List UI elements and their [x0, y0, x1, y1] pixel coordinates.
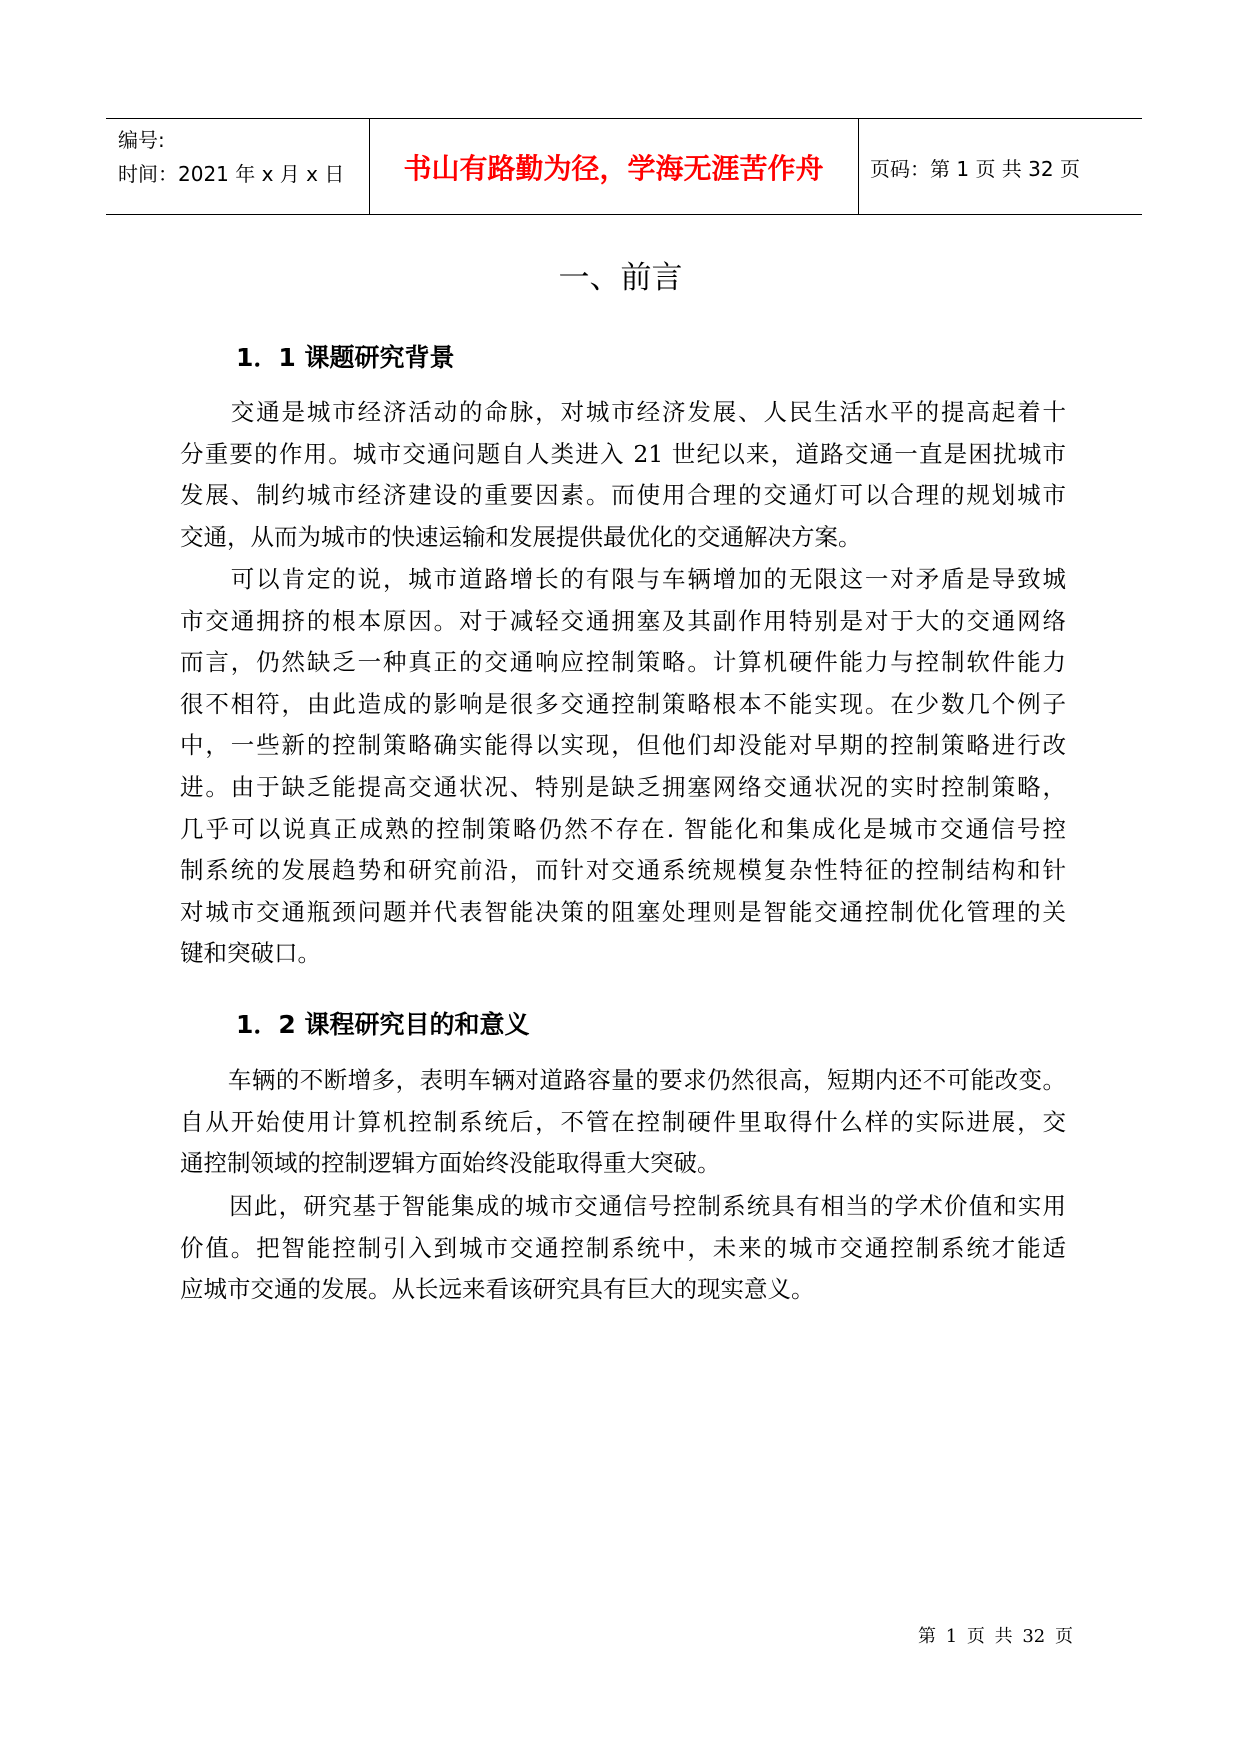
paragraph-line: 交通是城市经济活动的命脉，对城市经济发展、人民生活水平的提高起着十: [180, 398, 1066, 426]
page-title: 一、前言: [558, 260, 683, 296]
paragraph-line: 应城市交通的发展。从长远来看该研究具有巨大的现实意义。: [180, 1275, 815, 1304]
paragraph-line: 几乎可以说真正成熟的控制策略仍然不存在. 智能化和集成化是城市交通信号控: [180, 814, 1066, 843]
page-footer: 第 1 页 共 32 页: [918, 1626, 1073, 1647]
paragraph-line: 通控制领域的控制逻辑方面始终没能取得重大突破。: [180, 1149, 721, 1178]
paragraph-line: 进。由于缺乏能提高交通状况、特别是缺乏拥塞网络交通状况的实时控制策略，: [180, 772, 1066, 801]
paragraph: [180, 559, 1066, 975]
header-page-info: 页码：第 1 页 共 32 页: [870, 157, 1080, 181]
header-motto: 书山有路勤为径，学海无涯苦作舟: [403, 152, 824, 185]
section-heading: 1．2 课程研究目的和意义: [236, 1010, 530, 1039]
number-label: 编号:: [118, 128, 165, 152]
section-heading: 1．1 课题研究背景: [236, 343, 455, 372]
paragraph-line: 中，一些新的控制策略确实能得以实现，但他们却没能对早期的控制策略进行改: [180, 731, 1066, 760]
paragraph-line: 对城市交通瓶颈问题并代表智能决策的阻塞处理则是智能交通控制优化管理的关: [180, 897, 1066, 926]
paragraph-line: 很不相符，由此造成的影响是很多交通控制策略根本不能实现。在少数几个例子: [180, 689, 1066, 718]
paragraph: [180, 392, 1066, 558]
paragraph: [180, 1186, 1066, 1311]
header-divider: [858, 119, 859, 214]
paragraph-line: 而言，仍然缺乏一种真正的交通响应控制策略。计算机硬件能力与控制软件能力: [180, 648, 1066, 677]
header-meta: [118, 123, 344, 191]
paragraph-line: 价值。把智能控制引入到城市交通控制系统中，未来的城市交通控制系统才能适: [180, 1233, 1066, 1262]
paragraph-line: 可以肯定的说，城市道路增长的有限与车辆增加的无限这一对矛盾是导致城: [180, 565, 1066, 593]
date-label: 时间：2021 年 x 月 x 日: [118, 162, 345, 186]
paragraph-line: 发展、制约城市经济建设的重要因素。而使用合理的交通灯可以合理的规划城市: [180, 481, 1066, 510]
paragraph-line: 制系统的发展趋势和研究前沿，而针对交通系统规模复杂性特征的控制结构和针: [180, 856, 1066, 885]
paragraph-line: 车辆的不断增多，表明车辆对道路容量的要求仍然很高，短期内还不可能改变。: [180, 1066, 1066, 1094]
header-table: [106, 118, 1142, 215]
paragraph-line: 自从开始使用计算机控制系统后，不管在控制硬件里取得什么样的实际进展，交: [180, 1107, 1066, 1136]
paragraph-line: 交通，从而为城市的快速运输和发展提供最优化的交通解决方案。: [180, 522, 862, 551]
paragraph-line: 键和突破口。: [180, 939, 321, 968]
paragraph-line: 因此，研究基于智能集成的城市交通信号控制系统具有相当的学术价值和实用: [180, 1192, 1066, 1220]
paragraph-line: 市交通拥挤的根本原因。对于减轻交通拥塞及其副作用特别是对于大的交通网络: [180, 606, 1066, 635]
paragraph: [180, 1060, 1066, 1185]
paragraph-line: 分重要的作用。城市交通问题自人类进入 21 世纪以来，道路交通一直是困扰城市: [180, 439, 1066, 468]
